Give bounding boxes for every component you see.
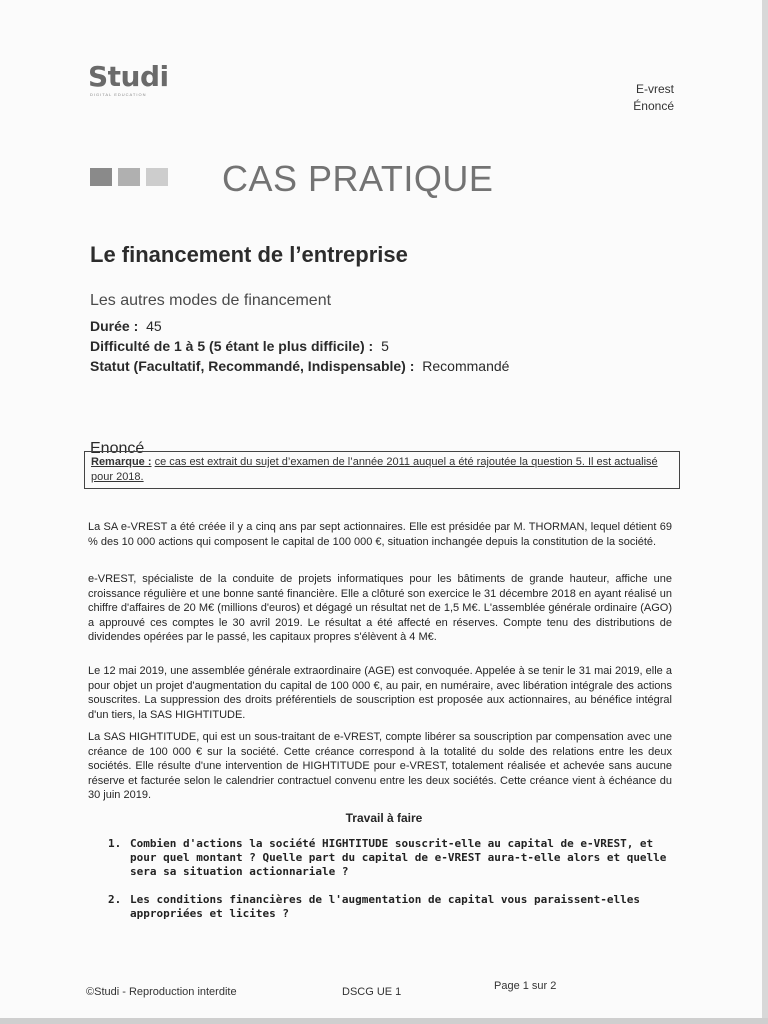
question-item bbox=[108, 837, 674, 879]
question-number: 1. bbox=[108, 837, 122, 850]
document-name: E-vrest bbox=[635, 82, 674, 96]
meta-duree-label: Durée : bbox=[90, 318, 139, 334]
studi-logo-tagline: DIGITAL EDUCATION bbox=[90, 92, 147, 97]
banner-squares bbox=[90, 168, 168, 186]
question-text: Combien d'actions la société HIGHTITUDE souscrit-elle au capital de e-VREST, et pour quel montant ? Quelle part du capital de e-VREST aura-t-elle alors et quelle sera sa situation actionnariale ? bbox=[130, 837, 667, 878]
document-title: Le financement de l’entreprise bbox=[90, 242, 408, 267]
question-text: Les conditions financières de l'augmentation de capital vous paraissent-elles appropriées et licites ? bbox=[130, 893, 640, 920]
banner-square bbox=[146, 168, 168, 186]
meta-statut-value: Recommandé bbox=[422, 358, 510, 374]
page-edge-right bbox=[762, 0, 768, 1024]
meta-difficulte-label: Difficulté de 1 à 5 (5 étant le plus difficile) : bbox=[90, 338, 374, 354]
remark-box bbox=[84, 451, 680, 489]
remark-text: ce cas est extrait du sujet d’examen de l’année 2011 auquel a été rajoutée la question 5. Il est actualisé pour 2018. bbox=[91, 456, 658, 483]
paragraph: Le 12 mai 2019, une assemblée générale extraordinaire (AGE) est convoquée. Appelée à se tenir le 31 mai 2019, elle a pour objet un projet d'augmentation du capital de 100 000 €, au pair, en numéraire, avec libération intégrale des actions souscrites. La suppression des droits préférentiels de souscription est proposée aux actionnaires, au bénéfice intégral d'un tiers, la SAS HIGHTITUDE. bbox=[88, 665, 672, 721]
meta-duree bbox=[90, 318, 162, 334]
work-heading: Travail à faire bbox=[345, 811, 423, 825]
footer-course: DSCG UE 1 bbox=[342, 986, 402, 998]
meta-difficulte-value: 5 bbox=[381, 338, 389, 354]
meta-duree-value: 45 bbox=[146, 318, 162, 334]
meta-statut-label: Statut (Facultatif, Recommandé, Indispensable) : bbox=[90, 358, 415, 374]
banner-title: CAS PRATIQUE bbox=[222, 158, 494, 199]
remark-label: Remarque : bbox=[91, 456, 152, 468]
banner-square bbox=[90, 168, 112, 186]
page-edge-bottom bbox=[0, 1018, 768, 1024]
question-item bbox=[108, 893, 674, 921]
document-subtitle: Les autres modes de financement bbox=[90, 292, 332, 309]
question-number: 2. bbox=[108, 893, 122, 906]
banner-square bbox=[118, 168, 140, 186]
paragraph: e-VREST, spécialiste de la conduite de projets informatiques pour les bâtiments de grande hauteur, affiche une croissance régulière et une bonne santé financière. Elle a clôturé son exercice le 31 décembre 2018 en ayant réalisé un chiffre d'affaires de 20 M€ (millions d'euros) et dégagé un résultat net de 1,5 M€. L'assemblée générale ordinaire (AGO) a approuvé ces comptes le 30 avril 2019. Le résultat a été affecté en réserves. Compte tenu des distributions de dividendes opérées par le passé, les capitaux propres s'élèvent à 4 M€. bbox=[88, 573, 672, 643]
footer-copyright: ©Studi - Reproduction interdite bbox=[86, 986, 237, 998]
meta-difficulte bbox=[90, 338, 389, 354]
paragraph: La SAS HIGHTITUDE, qui est un sous-traitant de e-VREST, compte libérer sa souscription par compensation avec une créance de 100 000 € sur la société. Cette créance correspond à la totalité du solde des relations entre les deux sociétés. Elle résulte d'une intervention de HIGHTITUDE pour e-VREST, totalement réalisée et achevée sans aucune réserve et facturée selon le calendrier contractuel convenu entre les deux sociétés. Cette créance vient à échéance du 30 juin 2019. bbox=[88, 731, 672, 801]
document-type: Énoncé bbox=[633, 99, 674, 113]
studi-logo: Studi bbox=[88, 60, 169, 93]
paragraph: La SA e-VREST a été créée il y a cinq ans par sept actionnaires. Elle est présidée par M. THORMAN, lequel détient 69 % des 10 000 actions qui composent le capital de 100 000 €, situation inchangée depuis la constitution de la société. bbox=[88, 521, 672, 548]
footer-page-number: Page 1 sur 2 bbox=[494, 980, 557, 992]
enonce-heading: Enoncé bbox=[90, 440, 145, 457]
meta-statut bbox=[90, 358, 509, 374]
